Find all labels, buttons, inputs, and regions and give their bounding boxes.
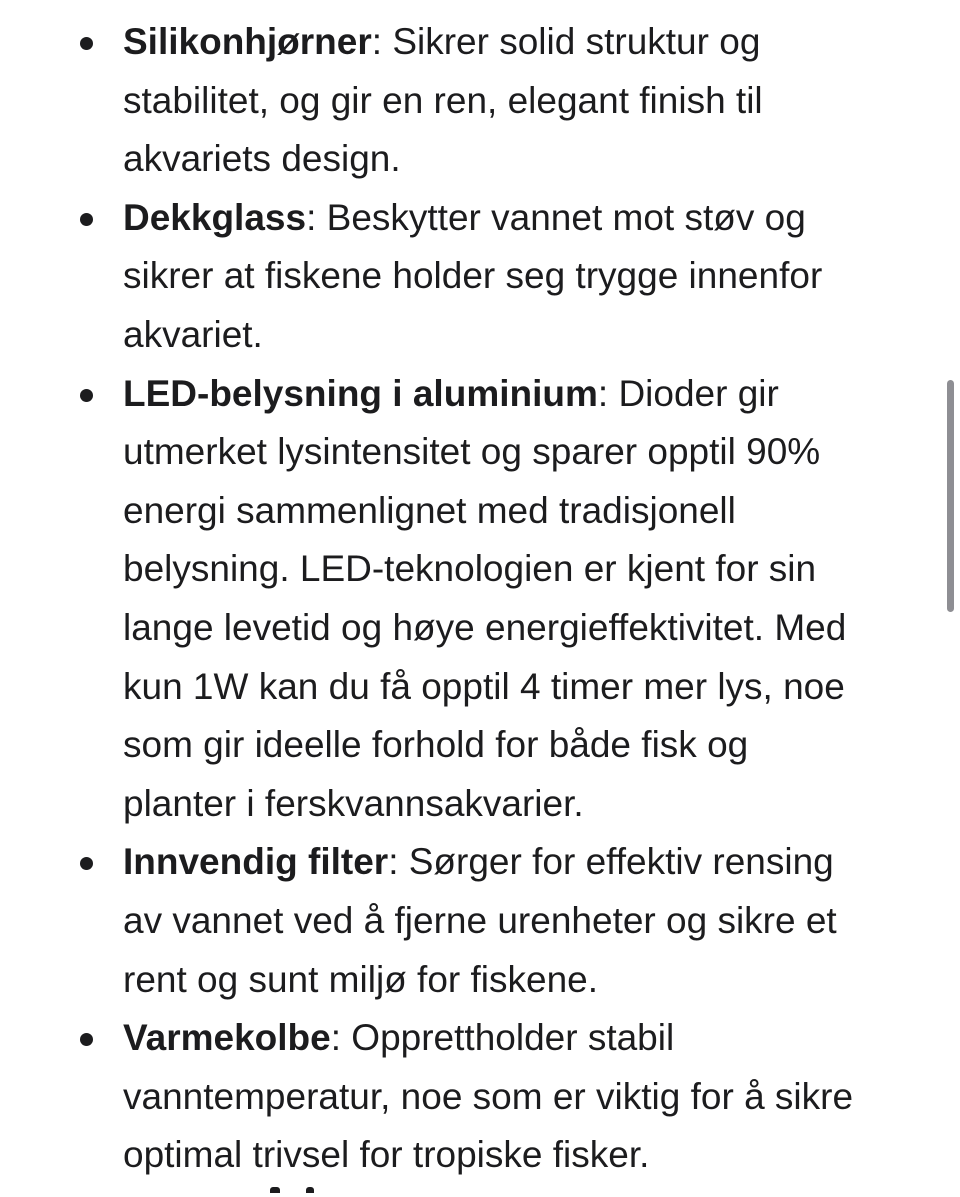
cutoff-glyph bbox=[270, 1187, 280, 1193]
feature-line bbox=[123, 1009, 920, 1068]
feature-line bbox=[123, 833, 920, 892]
feature-item-varmekolbe bbox=[0, 1009, 960, 1185]
feature-name: Varmekolbe bbox=[123, 1017, 331, 1059]
feature-text: akvariets design. bbox=[123, 138, 401, 180]
feature-text: vanntemperatur, noe som er viktig for å sikre bbox=[123, 1075, 854, 1117]
feature-name: LED-belysning i aluminium bbox=[123, 372, 598, 414]
feature-name: Dekkglass bbox=[123, 196, 307, 238]
feature-text: optimal trivsel for tropiske fisker. bbox=[123, 1134, 650, 1176]
vertical-scrollbar[interactable] bbox=[947, 380, 954, 612]
feature-text: : Sørger for effektiv rensing bbox=[388, 841, 834, 883]
feature-item-innvendig-filter bbox=[0, 833, 960, 1009]
feature-text: akvariet. bbox=[123, 313, 263, 355]
feature-line bbox=[123, 13, 920, 72]
bullet-dot-icon bbox=[80, 389, 93, 402]
feature-text: sikrer at fiskene holder seg trygge innenfor bbox=[123, 255, 823, 297]
feature-text: som gir ideelle forhold for både fisk og bbox=[123, 724, 749, 766]
feature-text: belysning. LED-teknologien er kjent for sin bbox=[123, 548, 817, 590]
feature-text: av vannet ved å fjerne urenheter og sikre et bbox=[123, 899, 837, 941]
feature-text: lange levetid og høye energieffektivitet. Med bbox=[123, 606, 847, 648]
bullet-dot-icon bbox=[80, 857, 93, 870]
feature-item-led-belysning bbox=[0, 365, 960, 834]
feature-text: : Dioder gir bbox=[597, 372, 779, 414]
feature-text: stabilitet, og gir en ren, elegant finish til bbox=[123, 79, 763, 121]
feature-name: Silikonhjørner bbox=[123, 21, 372, 62]
feature-text: rent og sunt miljø for fiskene. bbox=[123, 958, 599, 1000]
feature-text: utmerket lysintensitet og sparer opptil 90% bbox=[123, 431, 821, 473]
feature-text: : Opprettholder stabil bbox=[330, 1017, 675, 1059]
next-line-cutoff bbox=[0, 1185, 960, 1197]
feature-text: : Beskytter vannet mot støv og bbox=[306, 196, 806, 238]
feature-text: planter i ferskvannsakvarier. bbox=[123, 782, 584, 824]
feature-item-silikonhjorner bbox=[0, 13, 960, 189]
feature-line bbox=[123, 189, 920, 248]
cutoff-glyph bbox=[306, 1187, 314, 1193]
feature-text: energi sammenlignet med tradisjonell bbox=[123, 489, 736, 531]
bullet-dot-icon bbox=[80, 37, 93, 50]
feature-item-dekkglass bbox=[0, 189, 960, 365]
bullet-dot-icon bbox=[80, 213, 93, 226]
feature-name: Innvendig filter bbox=[123, 841, 389, 883]
bullet-dot-icon bbox=[80, 1033, 93, 1046]
feature-list bbox=[0, 13, 960, 1185]
feature-line bbox=[123, 365, 920, 424]
feature-text: : Sikrer solid struktur og bbox=[371, 21, 761, 62]
feature-text: kun 1W kan du få opptil 4 timer mer lys, noe bbox=[123, 665, 845, 707]
